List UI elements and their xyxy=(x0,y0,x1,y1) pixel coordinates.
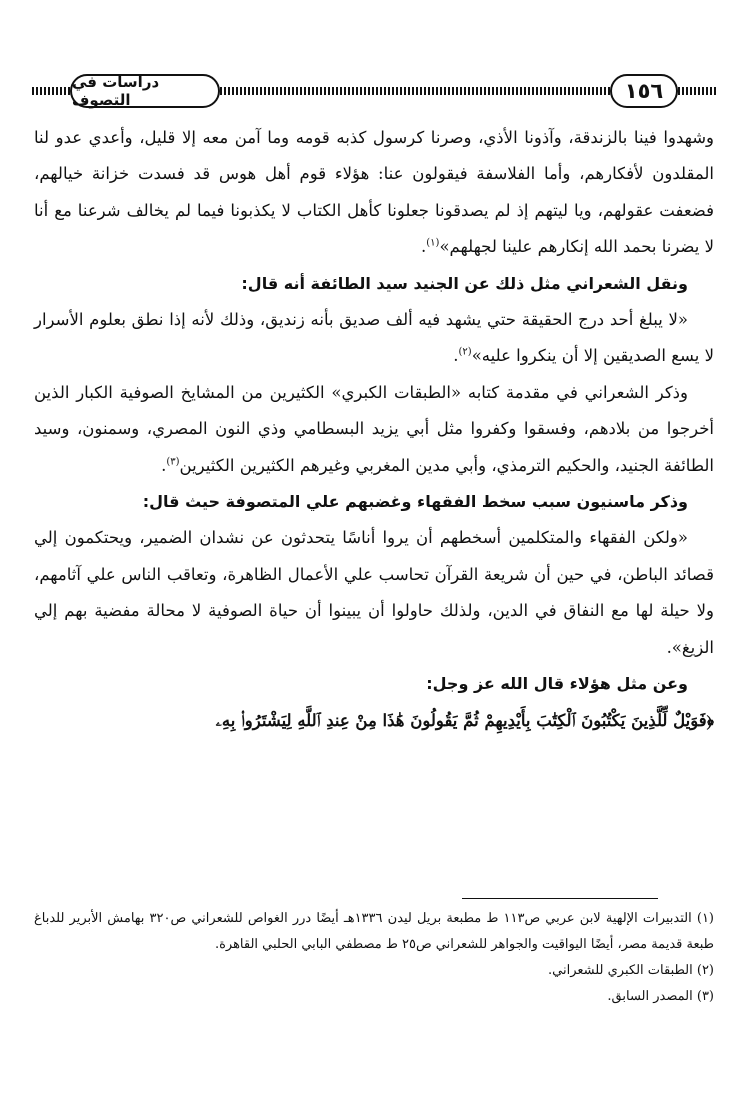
quote-junayd xyxy=(34,302,714,375)
quran-verse: ﴿فَوَيْلٌ لِّلَّذِينَ يَكْتُبُونَ ٱلْكِتَٰبَ بِأَيْدِيهِمْ ثُمَّ يَقُولُونَ هَٰذَا مِنْ عِندِ ٱللَّهِ لِيَشْتَرُوا۟ بِهِۦ xyxy=(215,710,714,730)
paragraph-1-text: وشهدوا فينا بالزندقة، وآذونا الأذي، وصرنا كرسول كذبه قومه وما آمن معه إلا قليل، وأعدي عدو لنا المقلدون لأفكارهم، وأما الفلاسفة فيقولون عنا: هؤلاء قوم أهل هوس قد فسدت خزانة خيالهم، فضعفت عقولهم، ويا ليتهم إذ لم يصدقونا جعلونا كأهل الكتاب لا يكذبونا فيما لم يخالف شرعنا مع أنا لا يضرنا بحمد الله إنكارهم علينا لجهلهم» xyxy=(34,128,714,257)
footnote-ref-3: (٣) xyxy=(166,456,180,468)
footnote-3: (٣) المصدر السابق. xyxy=(607,989,714,1004)
page-header xyxy=(32,74,718,110)
quote-junayd-end: . xyxy=(453,346,459,366)
footnote-divider xyxy=(462,898,658,899)
paragraph-tabaqat xyxy=(34,375,714,484)
header-ornament-left xyxy=(32,87,70,95)
quote-junayd-text: «لا يبلغ أحد درج الحقيقة حتي يشهد فيه ألف صديق بأنه زنديق، وذلك لأنه إذا نطق بعلوم الأسرار لا يسع الصديقين إلا أن ينكروا عليه» xyxy=(34,310,714,366)
main-text xyxy=(34,120,714,739)
paragraph-tabaqat-end: . xyxy=(161,455,167,475)
running-title: دراسات في التصوف xyxy=(70,74,220,108)
heading-junayd: ونقل الشعراني مثل ذلك عن الجنيد سيد الطائفة أنه قال: xyxy=(241,273,688,293)
paragraph-1-end: . xyxy=(421,237,427,257)
paragraph-1 xyxy=(34,120,714,266)
footnotes xyxy=(34,906,714,1010)
footnote-1: (١) التدبيرات الإلهية لابن عربي ص١١٣ ط مطبعة بريل ليدن ١٣٣٦هـ أيضًا درر الغواص للشعراني ص٣٢٠ بهامش الأبرير للدباغ طبعة قديمة مصر، أيضًا اليواقيت والجواهر للشعراني ص٢٥ ط مصطفي البابي الحلبي القاهرة. xyxy=(34,911,714,952)
footnote-2: (٢) الطبقات الكبري للشعراني. xyxy=(548,963,714,978)
footnote-ref-1: (١) xyxy=(426,237,440,249)
header-ornament-right xyxy=(678,87,718,95)
quote-massignon: «ولكن الفقهاء والمتكلمين أسخطهم أن يروا أناسًا يتحدثون عن نشدان الضمير، ويحتكمون إلي قصائد الباطن، في حين أن شريعة القرآن تحاسب علي الأعمال الظاهرة، وتعاقب الناس علي آثامهم، ولا حيلة لها مع النفاق في الدين، ولذلك حاولوا أن يبينوا أن حياة الصوفية لا محالة مفضية بهم إلي الزيغ». xyxy=(34,528,714,657)
footnote-ref-2: (٢) xyxy=(458,346,472,358)
heading-verse-intro: وعن مثل هؤلاء قال الله عز وجل: xyxy=(426,674,688,694)
page-number: ١٥٦ xyxy=(610,74,678,108)
paragraph-tabaqat-text: وذكر الشعراني في مقدمة كتابه «الطبقات الكبري» الكثيرين من المشايخ الصوفية الكبار الذين أخرجوا من بلادهم، وفسقوا وكفروا مثل أبي يزيد البسطامي وذي النون المصري، وسمنون، وسيد الطائفة الجنيد، والحكيم الترمذي، وأبي مدين المغربي وغيرهم الكثيرين الكثيرين xyxy=(34,382,714,475)
heading-massignon: وذكر ماسنيون سبب سخط الفقهاء وغضبهم علي المتصوفة حيث قال: xyxy=(142,492,688,512)
header-ornament-middle xyxy=(220,87,610,95)
